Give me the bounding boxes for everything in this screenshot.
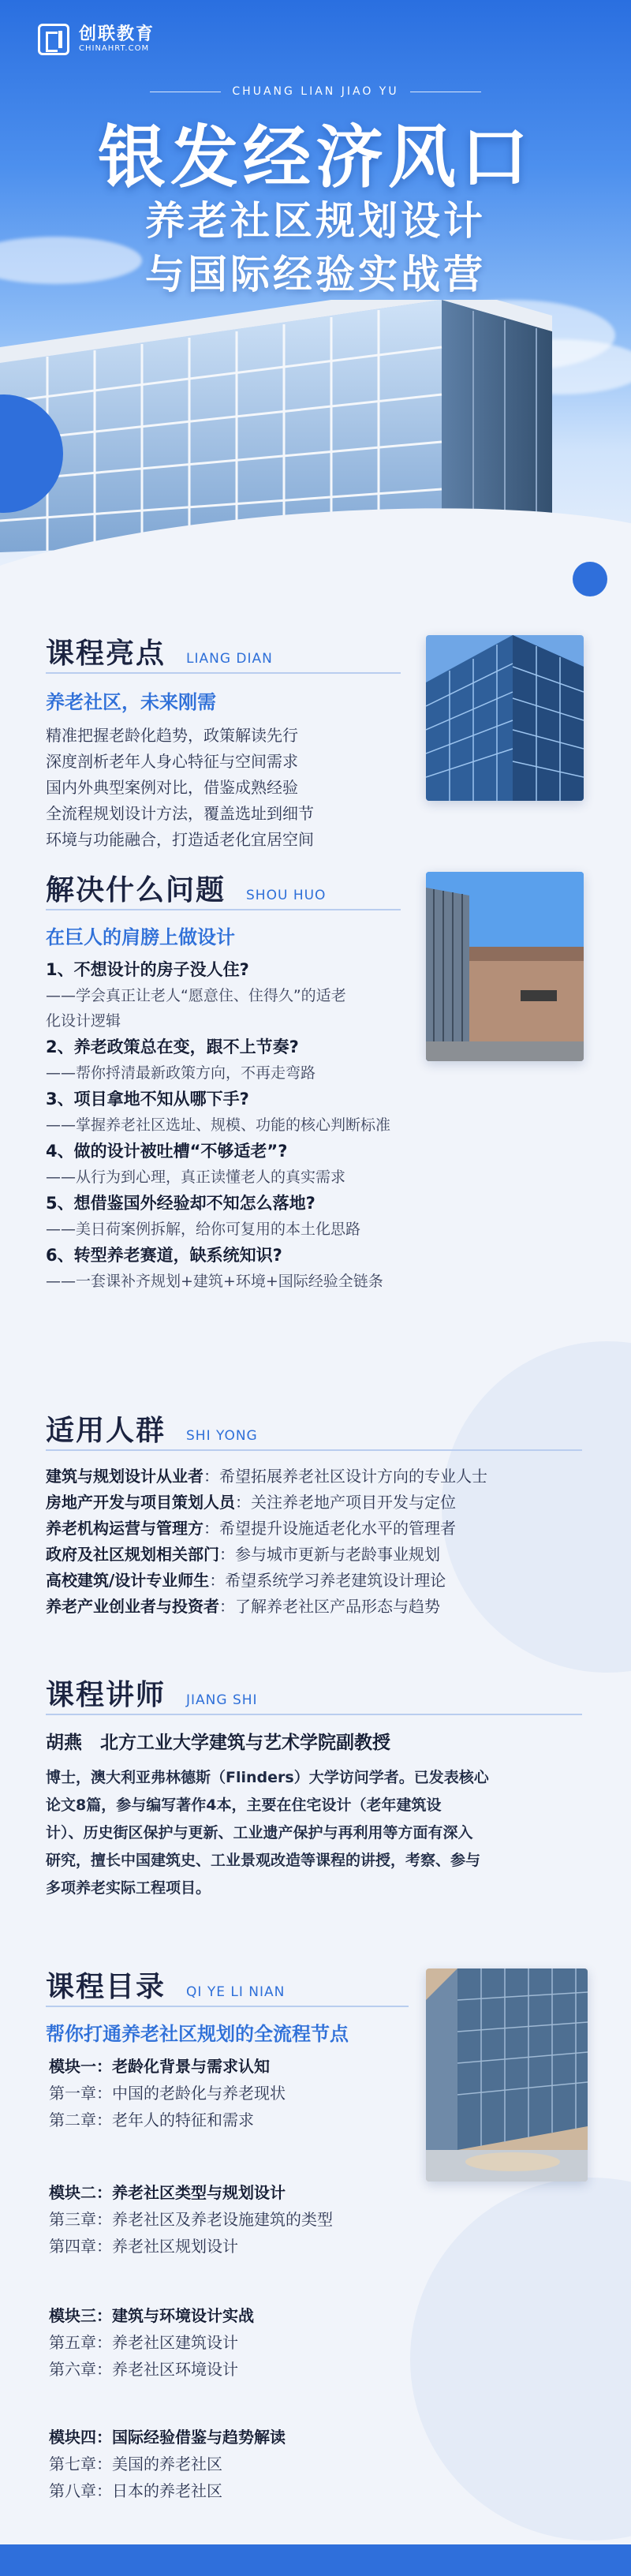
- audience-item: 养老机构运营与管理方：希望提升设施适老化水平的管理者: [46, 1519, 456, 1538]
- audience-item: 政府及社区规划相关部门：参与城市更新与老龄事业规划: [46, 1545, 440, 1564]
- module-title: 模块四：国际经验借鉴与趋势解读: [49, 2428, 286, 2447]
- problem-list: [46, 956, 390, 1294]
- problem-answer: ——一套课补齐规划+建筑+环境+国际经验全链条: [46, 1273, 383, 1290]
- section-divider: [46, 2006, 409, 2007]
- problem-question: 3、项目拿地不知从哪下手?: [46, 1090, 249, 1109]
- bio-line: 研究，擅长中国建筑史、工业景观改造等课程的讲授，考察、参与: [46, 1852, 481, 1869]
- section-divider: [46, 1714, 582, 1715]
- section-divider: [46, 909, 401, 910]
- chapter-item: 第二章：老年人的特征和需求: [49, 2111, 254, 2129]
- module-block: [49, 2424, 286, 2504]
- audience-item: 建筑与规划设计从业者：希望拓展养老社区设计方向的专业人士: [46, 1467, 487, 1486]
- catalog-subhead: 帮你打通养老社区规划的全流程节点: [46, 2023, 349, 2045]
- bio-line: 多项养老实际工程项目。: [46, 1879, 211, 1897]
- highlight-line: 环境与功能融合，打造适老化宜居空间: [46, 830, 314, 849]
- hero-banner: [0, 0, 631, 600]
- decorative-dot: [573, 562, 607, 596]
- highlights-list: [46, 723, 314, 853]
- audience-item: 养老产业创业者与投资者：了解养老社区产品形态与趋势: [46, 1597, 440, 1616]
- brand-logo[interactable]: [38, 24, 155, 55]
- brand-name: 创联教育: [79, 24, 155, 44]
- audience-item: 房地产开发与项目策划人员：关注养老地产项目开发与定位: [46, 1493, 456, 1512]
- problem-answer: ——帮你捋清最新政策方向，不再走弯路: [46, 1064, 316, 1082]
- section-title-audience: 适用人群 SHI YONG: [46, 1415, 258, 1447]
- chapter-item: 第五章：养老社区建筑设计: [49, 2333, 238, 2352]
- brand-domain: CHINAHRT.COM: [79, 44, 150, 53]
- bio-line: 论文8篇，参与编写著作4本，主要在住宅设计（老年建筑设: [46, 1796, 442, 1814]
- problem-answer: ——美日荷案例拆解，给你可复用的本土化思路: [46, 1221, 361, 1238]
- section-title-catalog: 课程目录 QI YE LI NIAN: [46, 1971, 286, 2003]
- bio-line: 计）、历史街区保护与更新、工业遗产保护与再利用等方面有深入: [46, 1824, 473, 1841]
- campus-building-photo: [426, 872, 584, 1061]
- hero-pinyin: CHUANG LIAN JIAO YU: [0, 85, 631, 98]
- problems-subhead: 在巨人的肩膀上做设计: [46, 926, 235, 948]
- problem-question: 5、想借鉴国外经验却不知怎么落地?: [46, 1194, 316, 1213]
- module-block: [49, 2179, 333, 2260]
- problem-question: 1、不想设计的房子没人住?: [46, 960, 249, 979]
- module-block: [49, 2302, 254, 2383]
- module-title: 模块一：老龄化背景与需求认知: [49, 2057, 270, 2076]
- problem-answer-cont: 化设计逻辑: [46, 1012, 121, 1030]
- chapter-item: 第一章：中国的老龄化与养老现状: [49, 2084, 286, 2103]
- hero-subtitle-1: 养老社区规划设计: [145, 198, 486, 244]
- decorative-circle-bg: [410, 2178, 631, 2540]
- tower-building-photo: [426, 1968, 588, 2182]
- footer-bar: [0, 2544, 631, 2576]
- bio-line: 博士，澳大利亚弗林德斯（Flinders）大学访问学者。已发表核心: [46, 1769, 489, 1786]
- problem-item: [46, 1034, 390, 1086]
- highlights-subhead: 养老社区，未来刚需: [46, 691, 216, 713]
- highlight-line: 深度剖析老年人身心特征与空间需求: [46, 752, 298, 771]
- section-title-problems: 解决什么问题 SHOU HUO: [46, 874, 327, 907]
- audience-list: [46, 1464, 487, 1620]
- section-title-lecturer: 课程讲师 JIANG SHI: [46, 1679, 258, 1711]
- audience-item: 高校建筑/设计专业师生：希望系统学习养老建筑设计理论: [46, 1571, 446, 1590]
- hero-title: 银发经济风口: [98, 118, 533, 197]
- hero-subtitle-2: 与国际经验实战营: [145, 252, 486, 297]
- highlight-line: 全流程规划设计方法，覆盖选址到细节: [46, 804, 314, 823]
- problem-question: 2、养老政策总在变，跟不上节奏?: [46, 1038, 299, 1056]
- glass-building-photo: [426, 635, 584, 801]
- problem-item: [46, 956, 390, 1034]
- problem-answer: ——从行为到心理，真正读懂老人的真实需求: [46, 1168, 346, 1186]
- section-title-highlights: 课程亮点 LIANG DIAN: [46, 637, 273, 670]
- lecturer-bio: [46, 1764, 489, 1902]
- lecturer-name: 胡燕 北方工业大学建筑与艺术学院副教授: [46, 1733, 390, 1753]
- problem-question: 4、做的设计被吐槽“不够适老”?: [46, 1142, 288, 1161]
- problem-item: [46, 1086, 390, 1138]
- module-title: 模块三：建筑与环境设计实战: [49, 2306, 254, 2325]
- module-block: [49, 2053, 286, 2133]
- problem-item: [46, 1138, 390, 1190]
- problem-answer: ——掌握养老社区选址、规模、功能的核心判断标准: [46, 1116, 391, 1134]
- highlight-line: 精准把握老龄化趋势，政策解读先行: [46, 726, 298, 745]
- problem-question: 6、转型养老赛道，缺系统知识?: [46, 1246, 282, 1265]
- chapter-item: 第三章：养老社区及养老设施建筑的类型: [49, 2210, 333, 2229]
- chapter-item: 第八章：日本的养老社区: [49, 2481, 222, 2500]
- logo-icon: [38, 24, 69, 55]
- chapter-item: 第四章：养老社区规划设计: [49, 2237, 238, 2256]
- problem-answer: ——学会真正让老人“愿意住、住得久”的适老: [46, 987, 346, 1004]
- problem-item: [46, 1190, 390, 1242]
- section-divider: [46, 1449, 582, 1451]
- chapter-item: 第六章：养老社区环境设计: [49, 2360, 238, 2379]
- highlight-line: 国内外典型案例对比，借鉴成熟经验: [46, 778, 298, 797]
- module-title: 模块二：养老社区类型与规划设计: [49, 2183, 286, 2202]
- problem-item: [46, 1242, 390, 1294]
- section-divider: [46, 672, 401, 674]
- chapter-item: 第七章：美国的养老社区: [49, 2454, 222, 2473]
